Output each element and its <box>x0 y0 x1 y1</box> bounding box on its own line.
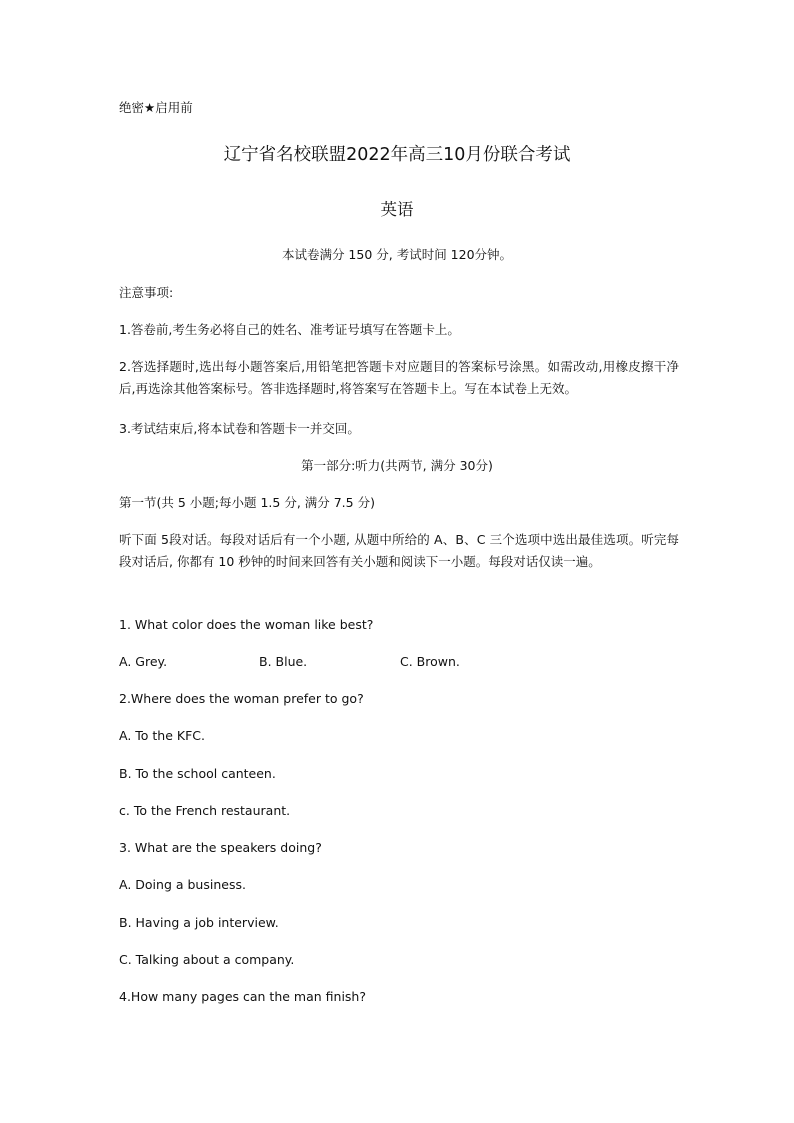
question-1-option-c: C. Brown. <box>400 654 460 669</box>
question-3-option-b: B. Having a job interview. <box>119 915 279 930</box>
question-3-option-a: A. Doing a business. <box>119 877 246 892</box>
question-3-option-c: C. Talking about a company. <box>119 952 295 967</box>
question-3-stem: 3. What are the speakers doing? <box>119 840 322 855</box>
exam-title: 辽宁省名校联盟2022年高三10月份联合考试 <box>223 145 571 165</box>
question-1-option-a: A. Grey. <box>119 654 168 669</box>
exam-info: 本试卷满分 150 分, 考试时间 120分钟。 <box>281 247 513 262</box>
question-1-stem: 1. What color does the woman like best? <box>119 617 374 632</box>
note-item-2: 2.答选择题时,选出每小题答案后,用铅笔把答题卡对应题目的答案标号涂黑。如需改动,用橡皮擦干净后,再选涂其他答案标号。答非选择题时,将答案写在答题卡上。写在本试卷上无效。 <box>119 359 679 396</box>
note-item-1: 1.答卷前,考生务必将自己的姓名、准考证号填写在答题卡上。 <box>119 322 460 337</box>
listening-instructions: 听下面 5段对话。每段对话后有一个小题, 从题中所给的 A、B、C 三个选项中选出最佳选项。听完每段对话后, 你都有 10 秒钟的时间来回答有关小题和阅读下一小题。每段对话仅读一遍。 <box>119 532 679 569</box>
question-1-option-b: B. Blue. <box>259 654 308 669</box>
question-2-option-a: A. To the KFC. <box>119 728 205 743</box>
confidential-label: 绝密★启用前 <box>119 100 193 115</box>
question-2-option-c: c. To the French restaurant. <box>119 803 291 818</box>
notes-heading: 注意事项: <box>119 285 174 300</box>
section1-heading: 第一节(共 5 小题;每小题 1.5 分, 满分 7.5 分) <box>119 495 375 510</box>
question-4-stem: 4.How many pages can the man finish? <box>119 989 366 1004</box>
subject-title: 英语 <box>380 200 414 219</box>
question-2-option-b: B. To the school canteen. <box>119 766 276 781</box>
question-2-stem: 2.Where does the woman prefer to go? <box>119 691 364 706</box>
note-item-3: 3.考试结束后,将本试卷和答题卡一并交回。 <box>119 421 360 436</box>
part1-heading: 第一部分:听力(共两节, 满分 30分) <box>301 458 493 473</box>
